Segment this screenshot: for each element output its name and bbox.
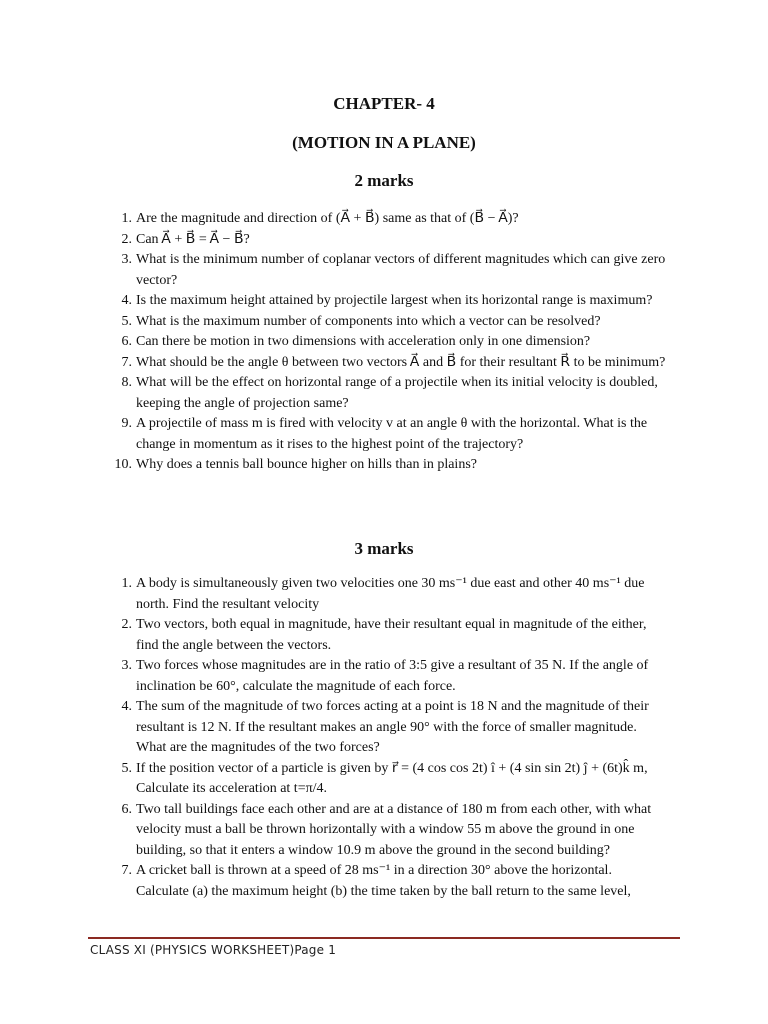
question-text: Are the magnitude and direction of (A⃗ + B⃗) same as that of (B⃗ − A⃗)? — [136, 211, 519, 226]
question-number: 8. — [121, 375, 132, 390]
footer-divider — [88, 937, 680, 939]
question-text: Why does a tennis ball bounce higher on hills than in plains? — [136, 457, 477, 472]
question-text: What is the minimum number of coplanar vectors of different magnitudes which can give zero vector? — [136, 252, 666, 288]
question-item — [108, 455, 668, 476]
question-item — [108, 656, 668, 697]
question-list-3-marks — [108, 574, 668, 902]
question-number: 5. — [121, 760, 132, 776]
question-item — [108, 414, 668, 455]
section-heading-2-marks: 2 marks — [354, 171, 414, 190]
question-number: 4. — [121, 699, 132, 714]
question-number: 3. — [121, 658, 132, 673]
question-item — [108, 800, 668, 862]
question-number: 1. — [121, 211, 132, 226]
question-number: 10. — [114, 457, 132, 472]
question-number: 6. — [121, 801, 132, 817]
question-text: Two forces whose magnitudes are in the ratio of 3:5 give a resultant of 35 N. If the angle of inclination be 60°, calculate the magnitude of each force. — [136, 658, 649, 694]
question-text: What will be the effect on horizontal range of a projectile when its initial velocity is doubled, keeping the angle of projection same? — [136, 375, 658, 411]
question-item — [108, 250, 668, 291]
chapter-topic: (MOTION IN A PLANE) — [292, 133, 476, 152]
question-number: 9. — [121, 416, 132, 431]
question-item — [108, 373, 668, 414]
page-footer: CLASS XI (PHYSICS WORKSHEET)Page 1 — [90, 943, 337, 957]
question-text: Can A⃗ + B⃗ = A⃗ − B⃗? — [136, 231, 250, 247]
question-text: The sum of the magnitude of two forces acting at a point is 18 N and the magnitude of their resultant is 12 N. If the resultant makes an angle 90° with the force of smaller magnitude. What are the magnitudes of the two forces? — [136, 699, 649, 755]
question-item — [108, 312, 668, 333]
question-number: 7. — [121, 863, 132, 878]
question-number: 2. — [121, 231, 132, 247]
question-item — [108, 230, 668, 251]
question-text: What should be the angle θ between two vectors A⃗ and B⃗ for their resultant R⃗ to be minimum? — [136, 354, 666, 370]
question-item — [108, 332, 668, 353]
question-item — [108, 697, 668, 759]
section-heading-3-marks: 3 marks — [354, 539, 414, 558]
question-text: Is the maximum height attained by projectile largest when its horizontal range is maximum? — [136, 293, 653, 308]
chapter-title: CHAPTER- 4 — [333, 94, 435, 113]
question-item — [108, 353, 668, 374]
question-number: 6. — [121, 334, 132, 349]
question-text: A projectile of mass m is fired with velocity v at an angle θ with the horizontal. What is the change in momentum as it rises to the highest point of the trajectory? — [136, 416, 648, 452]
question-number: 1. — [121, 576, 132, 591]
question-text: A cricket ball is thrown at a speed of 28 ms⁻¹ in a direction 30° above the horizontal. Calculate (a) the maximum height (b) the time taken by the ball return to the same level, — [136, 863, 631, 899]
question-item — [108, 209, 668, 230]
question-number: 7. — [121, 354, 132, 370]
question-item — [108, 291, 668, 312]
question-number: 4. — [121, 293, 132, 308]
question-text: Two vectors, both equal in magnitude, have their resultant equal in magnitude of the either, find the angle between the vectors. — [136, 617, 647, 653]
question-item — [108, 861, 668, 902]
question-text: Two tall buildings face each other and are at a distance of 180 m from each other, with what velocity must a ball be thrown horizontally with a window 55 m above the ground in one building, so that it enters a window 10.9 m above the ground in the second building? — [136, 801, 652, 858]
question-item — [108, 615, 668, 656]
question-number: 5. — [121, 313, 132, 329]
question-text: A body is simultaneously given two velocities one 30 ms⁻¹ due east and other 40 ms⁻¹ due north. Find the resultant velocity — [136, 576, 645, 612]
question-item — [108, 574, 668, 615]
question-item — [108, 759, 668, 800]
question-text: Can there be motion in two dimensions with acceleration only in one dimension? — [136, 334, 591, 349]
question-text: What is the maximum number of components into which a vector can be resolved? — [136, 313, 601, 329]
question-text: If the position vector of a particle is given by r⃗ = (4 cos cos 2t) î + (4 sin sin 2t) ĵ + (6t)k̂ m, Calculate its acceleration at t=π/4. — [136, 760, 648, 796]
question-number: 3. — [121, 252, 132, 267]
question-list-2-marks — [108, 209, 668, 476]
question-number: 2. — [121, 617, 132, 632]
